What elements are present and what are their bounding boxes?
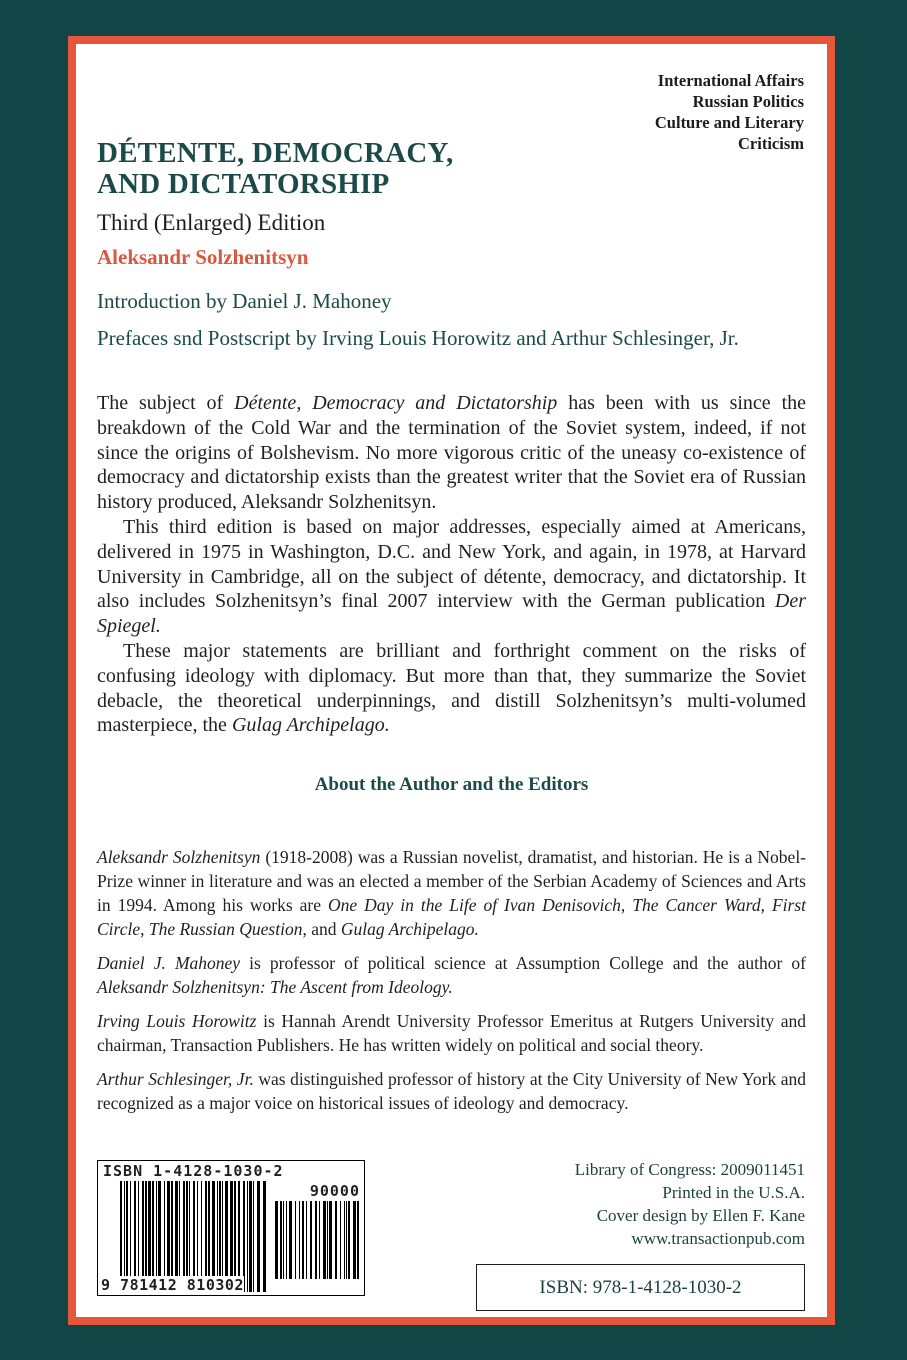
barcode-isbn: ISBN 1-4128-1030-2 — [103, 1162, 284, 1180]
description-paragraph — [97, 391, 806, 515]
barcode-bar — [306, 1201, 307, 1279]
introduction-credit: Introduction by Daniel J. Mahoney — [97, 289, 392, 313]
book-title-ref: Gulag Archipelago. — [231, 714, 390, 737]
author: Aleksandr Solzhenitsyn — [97, 245, 309, 269]
text: , — [620, 895, 633, 915]
book-title — [97, 138, 453, 200]
text: (1918-2008) was a Russian novelist, dramatist, and historian. He is a Nobel-Prize winner in literature and was an elected a member of the Serbian Academy of Sciences and Arts in 1994. Among his works are — [97, 847, 807, 915]
barcode-bar — [357, 1201, 359, 1279]
title-line: DÉTENTE, DEMOCRACY, — [97, 137, 454, 169]
text: , and — [302, 919, 341, 939]
category: International Affairs — [657, 71, 804, 90]
bio-name: Daniel J. Mahoney — [97, 953, 241, 973]
barcode-bar — [323, 1201, 326, 1279]
bio-horowitz — [97, 1009, 806, 1057]
barcode-bar — [346, 1201, 347, 1279]
category: Russian Politics — [692, 92, 804, 111]
title-line: AND DICTATORSHIP — [97, 168, 390, 200]
barcode-bar — [310, 1201, 312, 1279]
work-title: Aleksandr Solzhenitsyn: The Ascent from Ideology. — [97, 977, 453, 997]
text: is Hannah Arendt University Professor Emeritus at Rutgers University and chairman, Transaction Publishers. He has written widely on political and social theory. — [97, 1011, 806, 1055]
bios — [97, 845, 806, 1125]
description-paragraph — [97, 515, 806, 639]
barcode-bar — [289, 1201, 292, 1279]
bio-solzhenitsyn — [97, 845, 806, 941]
description — [97, 391, 806, 738]
isbn-box: ISBN: 978-1-4128-1030-2 — [476, 1264, 805, 1311]
barcode-bar — [295, 1201, 296, 1279]
barcode-bar — [319, 1201, 320, 1279]
text: has been with us since the breakdown of the Cold War and the termination of the Soviet system, indeed, if not since the origins of Bolshevism. No more vigorous critic of the uneasy co-existence of democracy and dictatorship exists than the greatest writer that the Soviet era of Russian history produced, Aleksandr Solzhenitsyn. — [97, 392, 807, 514]
barcode-bar — [344, 1201, 345, 1279]
about-heading: About the Author and the Editors — [314, 774, 589, 795]
text: This third edition is based on major addresses, especially aimed at Americans, delivered in 1975 in Washington, D.C. and New York, and again, in 1978, at Harvard University in Cambridge, all on the subject of détente, democracy, and dictatorship. It also includes Solzhenitsyn’s final 2007 interview with the German publication — [97, 515, 806, 613]
text: is professor of political science at Assumption College and the author of — [240, 953, 806, 973]
description-paragraph — [97, 639, 806, 738]
barcode-bar — [283, 1201, 284, 1279]
work-title: One Day in the Life of Ivan Denisovich — [328, 895, 621, 915]
barcode-bar — [257, 1181, 260, 1292]
barcode-bar — [253, 1181, 254, 1292]
barcode-ean: 9 781412 810302 — [101, 1276, 244, 1294]
bio-mahoney — [97, 951, 806, 999]
barcode — [97, 1160, 365, 1296]
bio-name: Irving Louis Horowitz — [97, 1011, 257, 1031]
barcode-bar — [340, 1201, 341, 1279]
barcode-bar — [353, 1201, 356, 1279]
text: , — [140, 919, 149, 939]
barcode-bar — [249, 1181, 252, 1292]
barcode-bar — [335, 1201, 337, 1279]
info-line: www.transactionpub.com — [631, 1229, 805, 1248]
work-title: The Russian Question — [148, 919, 303, 939]
barcode-bar — [280, 1201, 282, 1279]
barcode-bar — [302, 1201, 304, 1279]
book-title-ref: Détente, Democracy and Dictatorship — [234, 392, 558, 414]
info-line: Cover design by Ellen F. Kane — [596, 1206, 805, 1225]
work-title: The Cancer Ward — [632, 895, 761, 915]
work-title: First Circle — [97, 895, 806, 939]
barcode-bar — [348, 1201, 350, 1279]
edition: Third (Enlarged) Edition — [97, 210, 326, 235]
prefaces-credit: Prefaces snd Postscript by Irving Louis Horowitz and Arthur Schlesinger, Jr. — [97, 326, 739, 350]
barcode-bar — [263, 1181, 266, 1292]
barcode-bar — [247, 1181, 248, 1292]
barcode-price-code: 90000 — [309, 1182, 360, 1200]
publication-ref: Der Spiegel. — [97, 590, 806, 638]
bio-name: Aleksandr Solzhenitsyn — [97, 847, 261, 867]
text: These major statements are brilliant and forthright comment on the risks of confusing ideology with diplomacy. But more than that, they summarize the Soviet debacle, the theoretical underpinnings, and distill Solzhenitsyn’s multi-volumed masterpiece, the — [97, 639, 806, 737]
barcode-bar — [286, 1201, 287, 1279]
barcode-bar — [315, 1201, 317, 1279]
category: Culture and Literary — [654, 113, 804, 132]
bio-name: Arthur Schlesinger, Jr. — [97, 1069, 254, 1089]
barcode-bar — [299, 1201, 300, 1279]
work-title: Gulag Archipelago. — [340, 919, 479, 939]
barcode-bar — [329, 1201, 332, 1279]
barcode-bar — [327, 1201, 328, 1279]
text: , — [760, 895, 772, 915]
publication-info — [575, 1158, 805, 1250]
category: Criticism — [738, 134, 804, 153]
info-line: Printed in the U.S.A. — [662, 1183, 805, 1202]
bio-schlesinger — [97, 1067, 806, 1115]
subject-categories — [655, 70, 804, 154]
text: The subject of — [97, 392, 235, 414]
info-line: Library of Congress: 2009011451 — [574, 1160, 805, 1179]
barcode-bar — [275, 1201, 278, 1279]
text: was distinguished professor of history at the City University of New York and recognized as a major voice on historical issues of ideology and democracy. — [97, 1069, 806, 1113]
